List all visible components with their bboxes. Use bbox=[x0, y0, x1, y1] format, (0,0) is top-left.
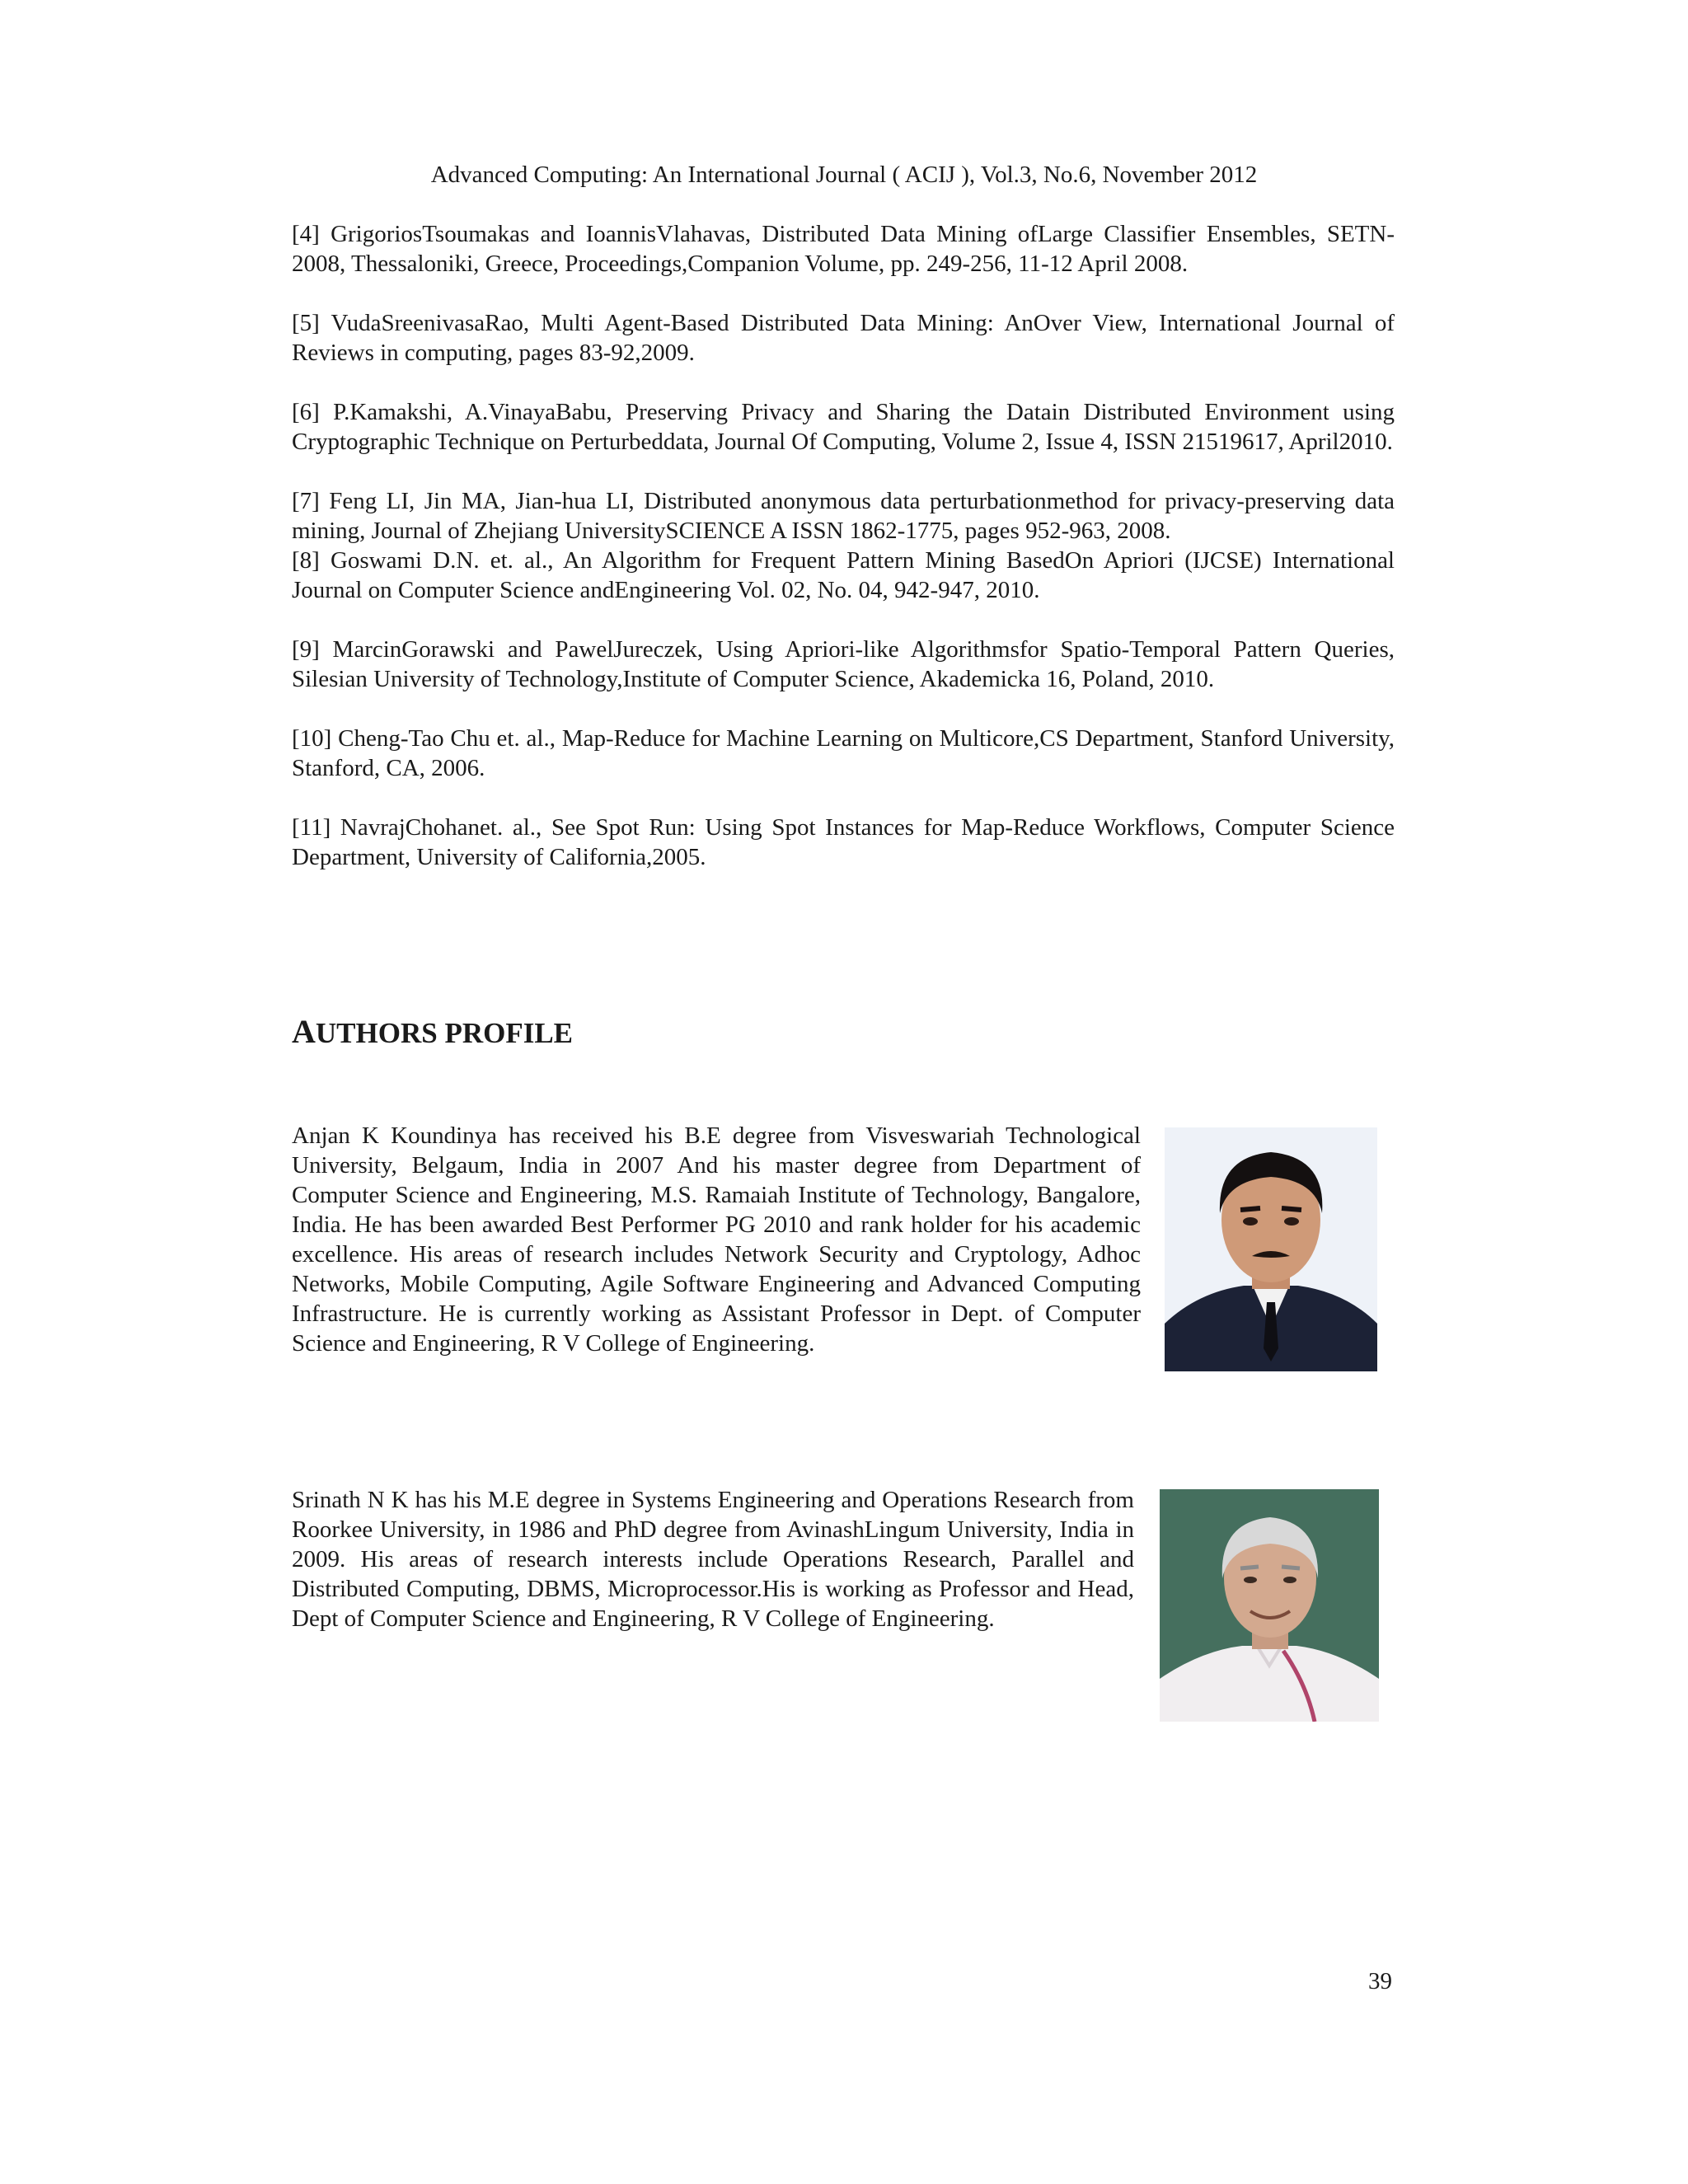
author-photo-1 bbox=[1165, 1127, 1377, 1371]
section-heading-initial: A bbox=[292, 1013, 316, 1050]
author-photo-2 bbox=[1160, 1489, 1379, 1722]
section-heading bbox=[292, 1012, 573, 1051]
reference-item: [8] Goswami D.N. et. al., An Algorithm for Frequent Pattern Mining BasedOn Apriori (IJCSE) International Journal on Computer Science andEngineering Vol. 02, No. 04, 942-947, 2010. bbox=[292, 547, 1395, 603]
running-header: Advanced Computing: An International Journal ( ACIJ ), Vol.3, No.6, November 2012 bbox=[430, 162, 1258, 188]
reference-item: [6] P.Kamakshi, A.VinayaBabu, Preserving Privacy and Sharing the Datain Distributed Environment using Cryptographic Technique on Perturbeddata, Journal Of Computing, Volume 2, Issue 4, ISSN 21519617, April2010. bbox=[292, 399, 1395, 455]
author-bio-2: Srinath N K has his M.E degree in Systems Engineering and Operations Research from Roorkee University, in 1986 and PhD degree from AvinashLingum University, India in 2009. His areas of research interests include Operations Research, Parallel and Distributed Computing, DBMS, Microprocessor.His is working as Professor and Head, Dept of Computer Science and Engineering, R V College of Engineering. bbox=[292, 1487, 1134, 1632]
page-number: 39 bbox=[1368, 1968, 1392, 1994]
author-bio-1: Anjan K Koundinya has received his B.E degree from Visveswariah Technological University, Belgaum, India in 2007 And his master degree from Department of Computer Science and Engineering, M.S. Ramaiah Institute of Technology, Bangalore, India. He has been awarded Best Performer PG 2010 and rank holder for his academic excellence. His areas of research includes Network Security and Cryptology, Adhoc Networks, Mobile Computing, Agile Software Engineering and Advanced Computing Infrastructure. He is currently working as Assistant Professor in Dept. of Computer Science and Engineering, R V College of Engineering. bbox=[292, 1122, 1141, 1357]
reference-item: [11] NavrajChohanet. al., See Spot Run: Using Spot Instances for Map-Reduce Workflows, Computer Science Department, University of California,2005. bbox=[292, 814, 1395, 870]
reference-item: [9] MarcinGorawski and PawelJureczek, Using Apriori-like Algorithmsfor Spatio-Temporal Pattern Queries, Silesian University of Technology,Institute of Computer Science, Akademicka 16, Poland, 2010. bbox=[292, 636, 1395, 692]
reference-item: [5] VudaSreenivasaRao, Multi Agent-Based Distributed Data Mining: AnOver View, International Journal of Reviews in computing, pages 83-92,2009. bbox=[292, 310, 1395, 366]
section-heading-rest: UTHORS PROFILE bbox=[315, 1017, 574, 1049]
reference-item: [7] Feng LI, Jin MA, Jian-hua LI, Distributed anonymous data perturbationmethod for privacy-preserving data mining, Journal of Zhejiang UniversitySCIENCE A ISSN 1862-1775, pages 952-963, 2008. bbox=[292, 488, 1395, 544]
reference-list bbox=[292, 219, 1395, 872]
reference-item: [4] GrigoriosTsoumakas and IoannisVlahavas, Distributed Data Mining ofLarge Classifier Ensembles, SETN-2008, Thessaloniki, Greece, Proceedings,Companion Volume, pp. 249-256, 11-12 April 2008. bbox=[292, 221, 1395, 277]
reference-item: [10] Cheng-Tao Chu et. al., Map-Reduce for Machine Learning on Multicore,CS Department, Stanford University, Stanford, CA, 2006. bbox=[292, 725, 1395, 781]
